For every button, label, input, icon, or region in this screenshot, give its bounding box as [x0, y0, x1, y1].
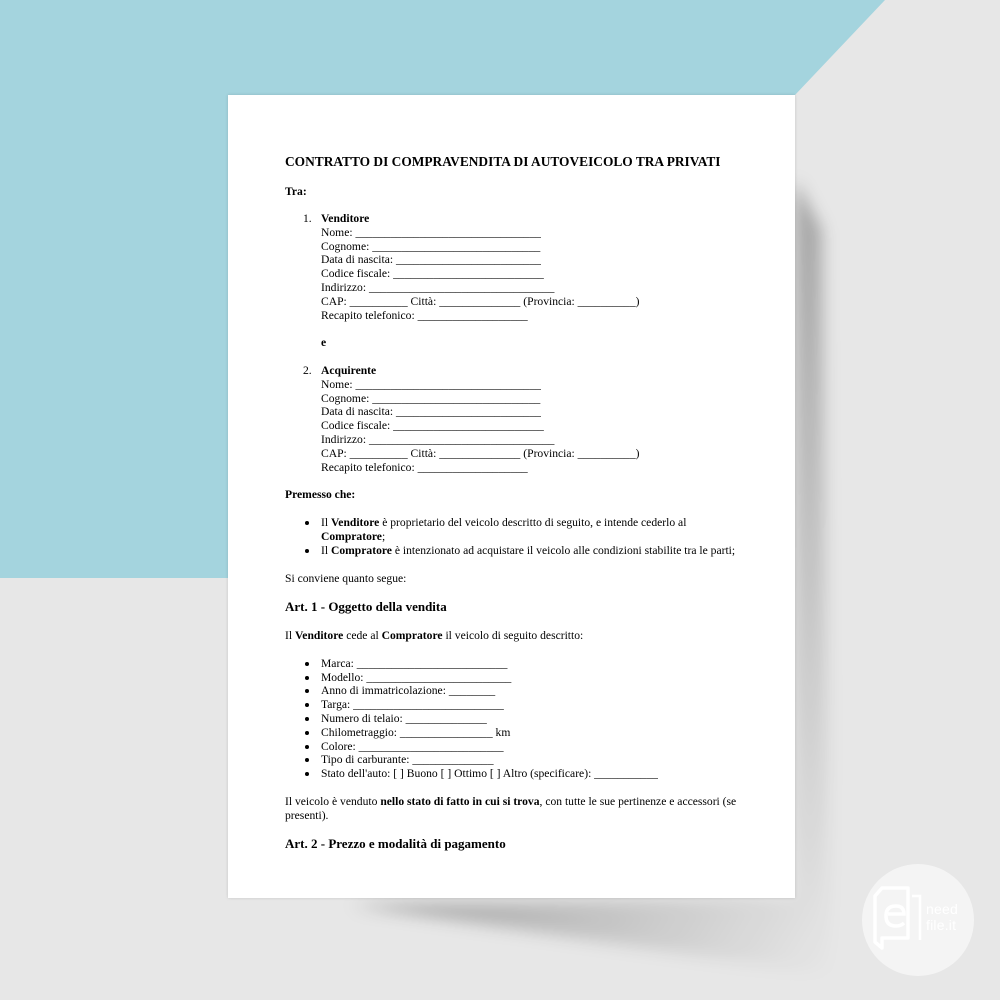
art2-heading: Art. 2 - Prezzo e modalità di pagamento: [285, 836, 506, 851]
document-title: CONTRATTO DI COMPRAVENDITA DI AUTOVEICOLO TRA PRIVATI: [285, 154, 721, 169]
vehicle-item: Modello: _________________________: [321, 671, 512, 684]
vehicle-item: Colore: _________________________: [321, 740, 504, 753]
needfile-logo-icon: [872, 882, 926, 954]
art1-closing-line2: presenti).: [285, 809, 329, 822]
document-page: [228, 95, 795, 898]
party2-field: Indirizzo: ________________________________: [321, 433, 555, 446]
vehicle-item: Marca: __________________________: [321, 657, 508, 670]
party1-field: Nome: ________________________________: [321, 226, 541, 239]
party1-field: Data di nascita: _________________________: [321, 253, 541, 266]
vehicle-item: Targa: __________________________: [321, 698, 504, 711]
party1-field: CAP: __________ Città: ______________ (Provincia: __________): [321, 295, 640, 308]
watermark-text-need: need: [926, 901, 958, 917]
party1-number: 1.: [303, 212, 312, 225]
premesso-heading: Premesso che:: [285, 488, 356, 501]
party2-field: CAP: __________ Città: ______________ (Provincia: __________): [321, 447, 640, 460]
needfile-watermark: [862, 864, 974, 976]
party2-field: Codice fiscale: __________________________: [321, 419, 544, 432]
vehicle-item: Numero di telaio: ______________: [321, 712, 487, 725]
party1-field: Cognome: _____________________________: [321, 240, 541, 253]
premesso-bullet-1: Il Venditore è proprietario del veicolo descritto di seguito, e intende cederlo al: [321, 516, 687, 529]
party2-field: Data di nascita: _________________________: [321, 405, 541, 418]
watermark-text-file: file.it: [926, 917, 957, 933]
party2-number: 2.: [303, 364, 312, 377]
party1-field: Recapito telefonico: ___________________: [321, 309, 528, 322]
party2-field: Recapito telefonico: ___________________: [321, 461, 528, 474]
vehicle-item: Stato dell'auto: [ ] Buono [ ] Ottimo [ ] Altro (specificare): ___________: [321, 767, 658, 780]
vehicle-item: Tipo di carburante: ______________: [321, 753, 494, 766]
premesso-bullet-2: Il Compratore è intenzionato ad acquistare il veicolo alle condizioni stabilite tra le parti;: [321, 544, 736, 557]
art1-intro: Il Venditore cede al Compratore il veicolo di seguito descritto:: [285, 629, 584, 642]
party1-field: Indirizzo: ________________________________: [321, 281, 555, 294]
party1-label: Venditore: [321, 212, 370, 225]
art1-closing: Il veicolo è venduto nello stato di fatto in cui si trova, con tutte le sue pertinenze e accessori (se: [285, 795, 737, 808]
vehicle-item: Anno di immatricolazione: ________: [321, 684, 496, 697]
party2-label: Acquirente: [321, 364, 377, 377]
premesso-bullet-1-cont: Compratore;: [321, 530, 386, 543]
vehicle-item: Chilometraggio: ________________ km: [321, 726, 511, 739]
party2-field: Nome: ________________________________: [321, 378, 541, 391]
party2-field: Cognome: _____________________________: [321, 392, 541, 405]
si-conviene: Si conviene quanto segue:: [285, 572, 407, 585]
art1-heading: Art. 1 - Oggetto della vendita: [285, 599, 447, 614]
party1-field: Codice fiscale: __________________________: [321, 267, 544, 280]
tra-label: Tra:: [285, 185, 307, 198]
conjunction: e: [321, 336, 327, 349]
